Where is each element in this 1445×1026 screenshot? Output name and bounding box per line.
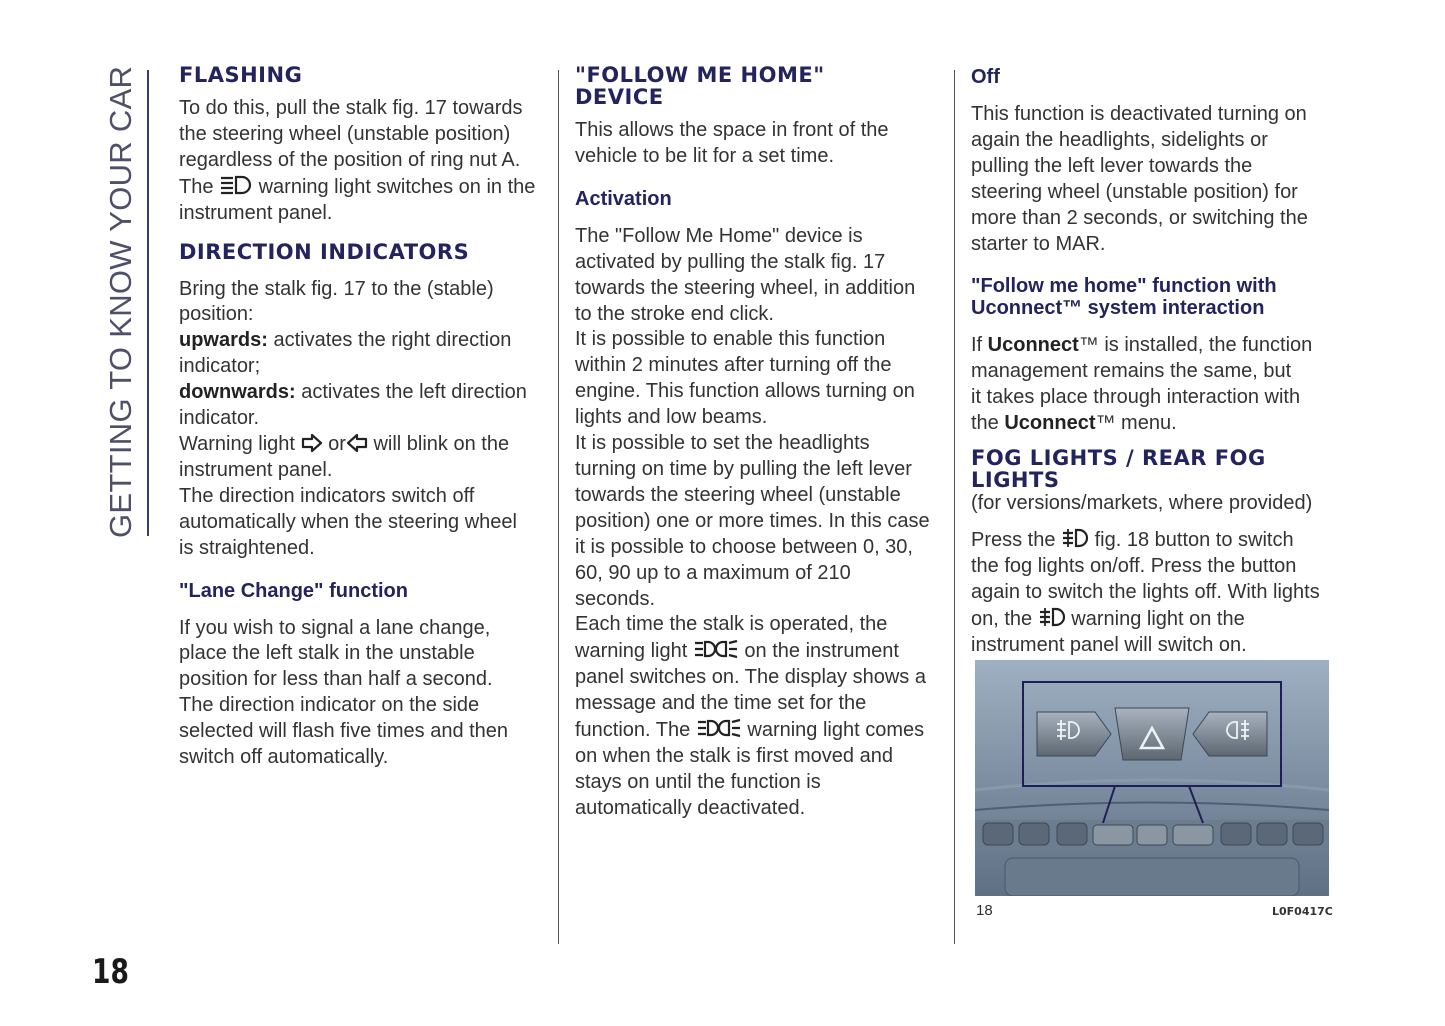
- column-divider-1: [558, 70, 559, 944]
- fog-lights-note: (for versions/markets, where provided): [971, 492, 1313, 515]
- follow-me-home-icon: [696, 717, 742, 739]
- fog-lights-figure: [975, 660, 1329, 896]
- off-heading: Off: [971, 66, 1000, 88]
- uconnect-heading: "Follow me home" function with Uconnect™ system interaction: [971, 275, 1277, 320]
- page-number: 18: [92, 952, 129, 992]
- dashboard-illustration: [975, 660, 1329, 896]
- figure-code: L0F0417C: [1272, 905, 1333, 918]
- flashing-text: To do this, pull the stalk fig. 17 towards the steering wheel (unstable position) regardless of the position of ring nut A. The warning light switches on in the instrument panel.: [179, 97, 536, 224]
- column-divider-2: [954, 70, 955, 944]
- chapter-side-title: GETTING TO KNOW YOUR CAR: [103, 65, 138, 538]
- uconnect-text: If Uconnect™ is installed, the function management remains the same, but it takes place through interaction with the Uconnect™ menu.: [971, 334, 1313, 435]
- fog-lights-heading: FOG LIGHTS / REAR FOG LIGHTS: [971, 446, 1266, 493]
- front-fog-light-icon: [1038, 606, 1066, 628]
- direction-indicators-heading: DIRECTION INDICATORS: [179, 239, 470, 264]
- front-fog-light-icon: [1061, 527, 1089, 549]
- activation-heading: Activation: [575, 187, 672, 210]
- fog-lights-text: Press the fig. 18 button to switch the fog lights on/off. Press the button again to switch the lights off. With lights on, the warning light on the instrument panel will switch on.: [971, 528, 1320, 656]
- figure-number: 18: [976, 902, 993, 919]
- follow-me-home-text: This allows the space in front of the vehicle to be lit for a set time.: [575, 119, 889, 167]
- lane-change-heading: "Lane Change" function: [179, 579, 408, 602]
- column-2: [575, 64, 945, 822]
- side-rule: [147, 70, 149, 536]
- follow-me-home-icon: [693, 638, 739, 660]
- direction-indicators-text: Bring the stalk fig. 17 to the (stable) position: upwards: activates the right direction indicator; downwards: activates the left direction indicator. Warning light or will blink on the instrument panel. The direction indicators switch off automatically when the steering wheel is straightened.: [179, 277, 527, 559]
- follow-me-home-heading: "FOLLOW ME HOME" DEVICE: [575, 63, 825, 109]
- off-text: This function is deactivated turning on again the headlights, sidelights or pulling the left lever towards the steering wheel (unstable position) for more than 2 seconds, or switching the starter to MAR.: [971, 103, 1308, 255]
- high-beam-icon: [219, 174, 253, 196]
- flashing-heading: FLASHING: [179, 63, 303, 87]
- right-turn-arrow-icon: [301, 433, 323, 453]
- lane-change-text: If you wish to signal a lane change, place the left stalk in the unstable position for less than half a second. The direction indicator on the side selected will flash five times and then switch off automatically.: [179, 616, 509, 769]
- column-3: [971, 64, 1333, 659]
- activation-text: The "Follow Me Home" device is activated by pulling the stalk fig. 17 towards the steering wheel, in addition to the stroke end click. It is possible to enable this function within 2 minutes after turning off the engine. This function allows turning on lights and low beams. It is possible to set the headlights turning on time by pulling the left lever towards the steering wheel (unstable position) one or more times. In this case it is possible to choose between 0, 30, 60, 90 up to a maximum of 210 seconds. Each time the stalk is operated, the warning light on the instrument panel switches on. The display shows a message and the time set for the function. The warning light comes on when the stalk is first moved and stays on until the function is automatically deactivated.: [575, 224, 930, 819]
- left-turn-arrow-icon: [346, 433, 368, 453]
- column-1: [179, 64, 549, 771]
